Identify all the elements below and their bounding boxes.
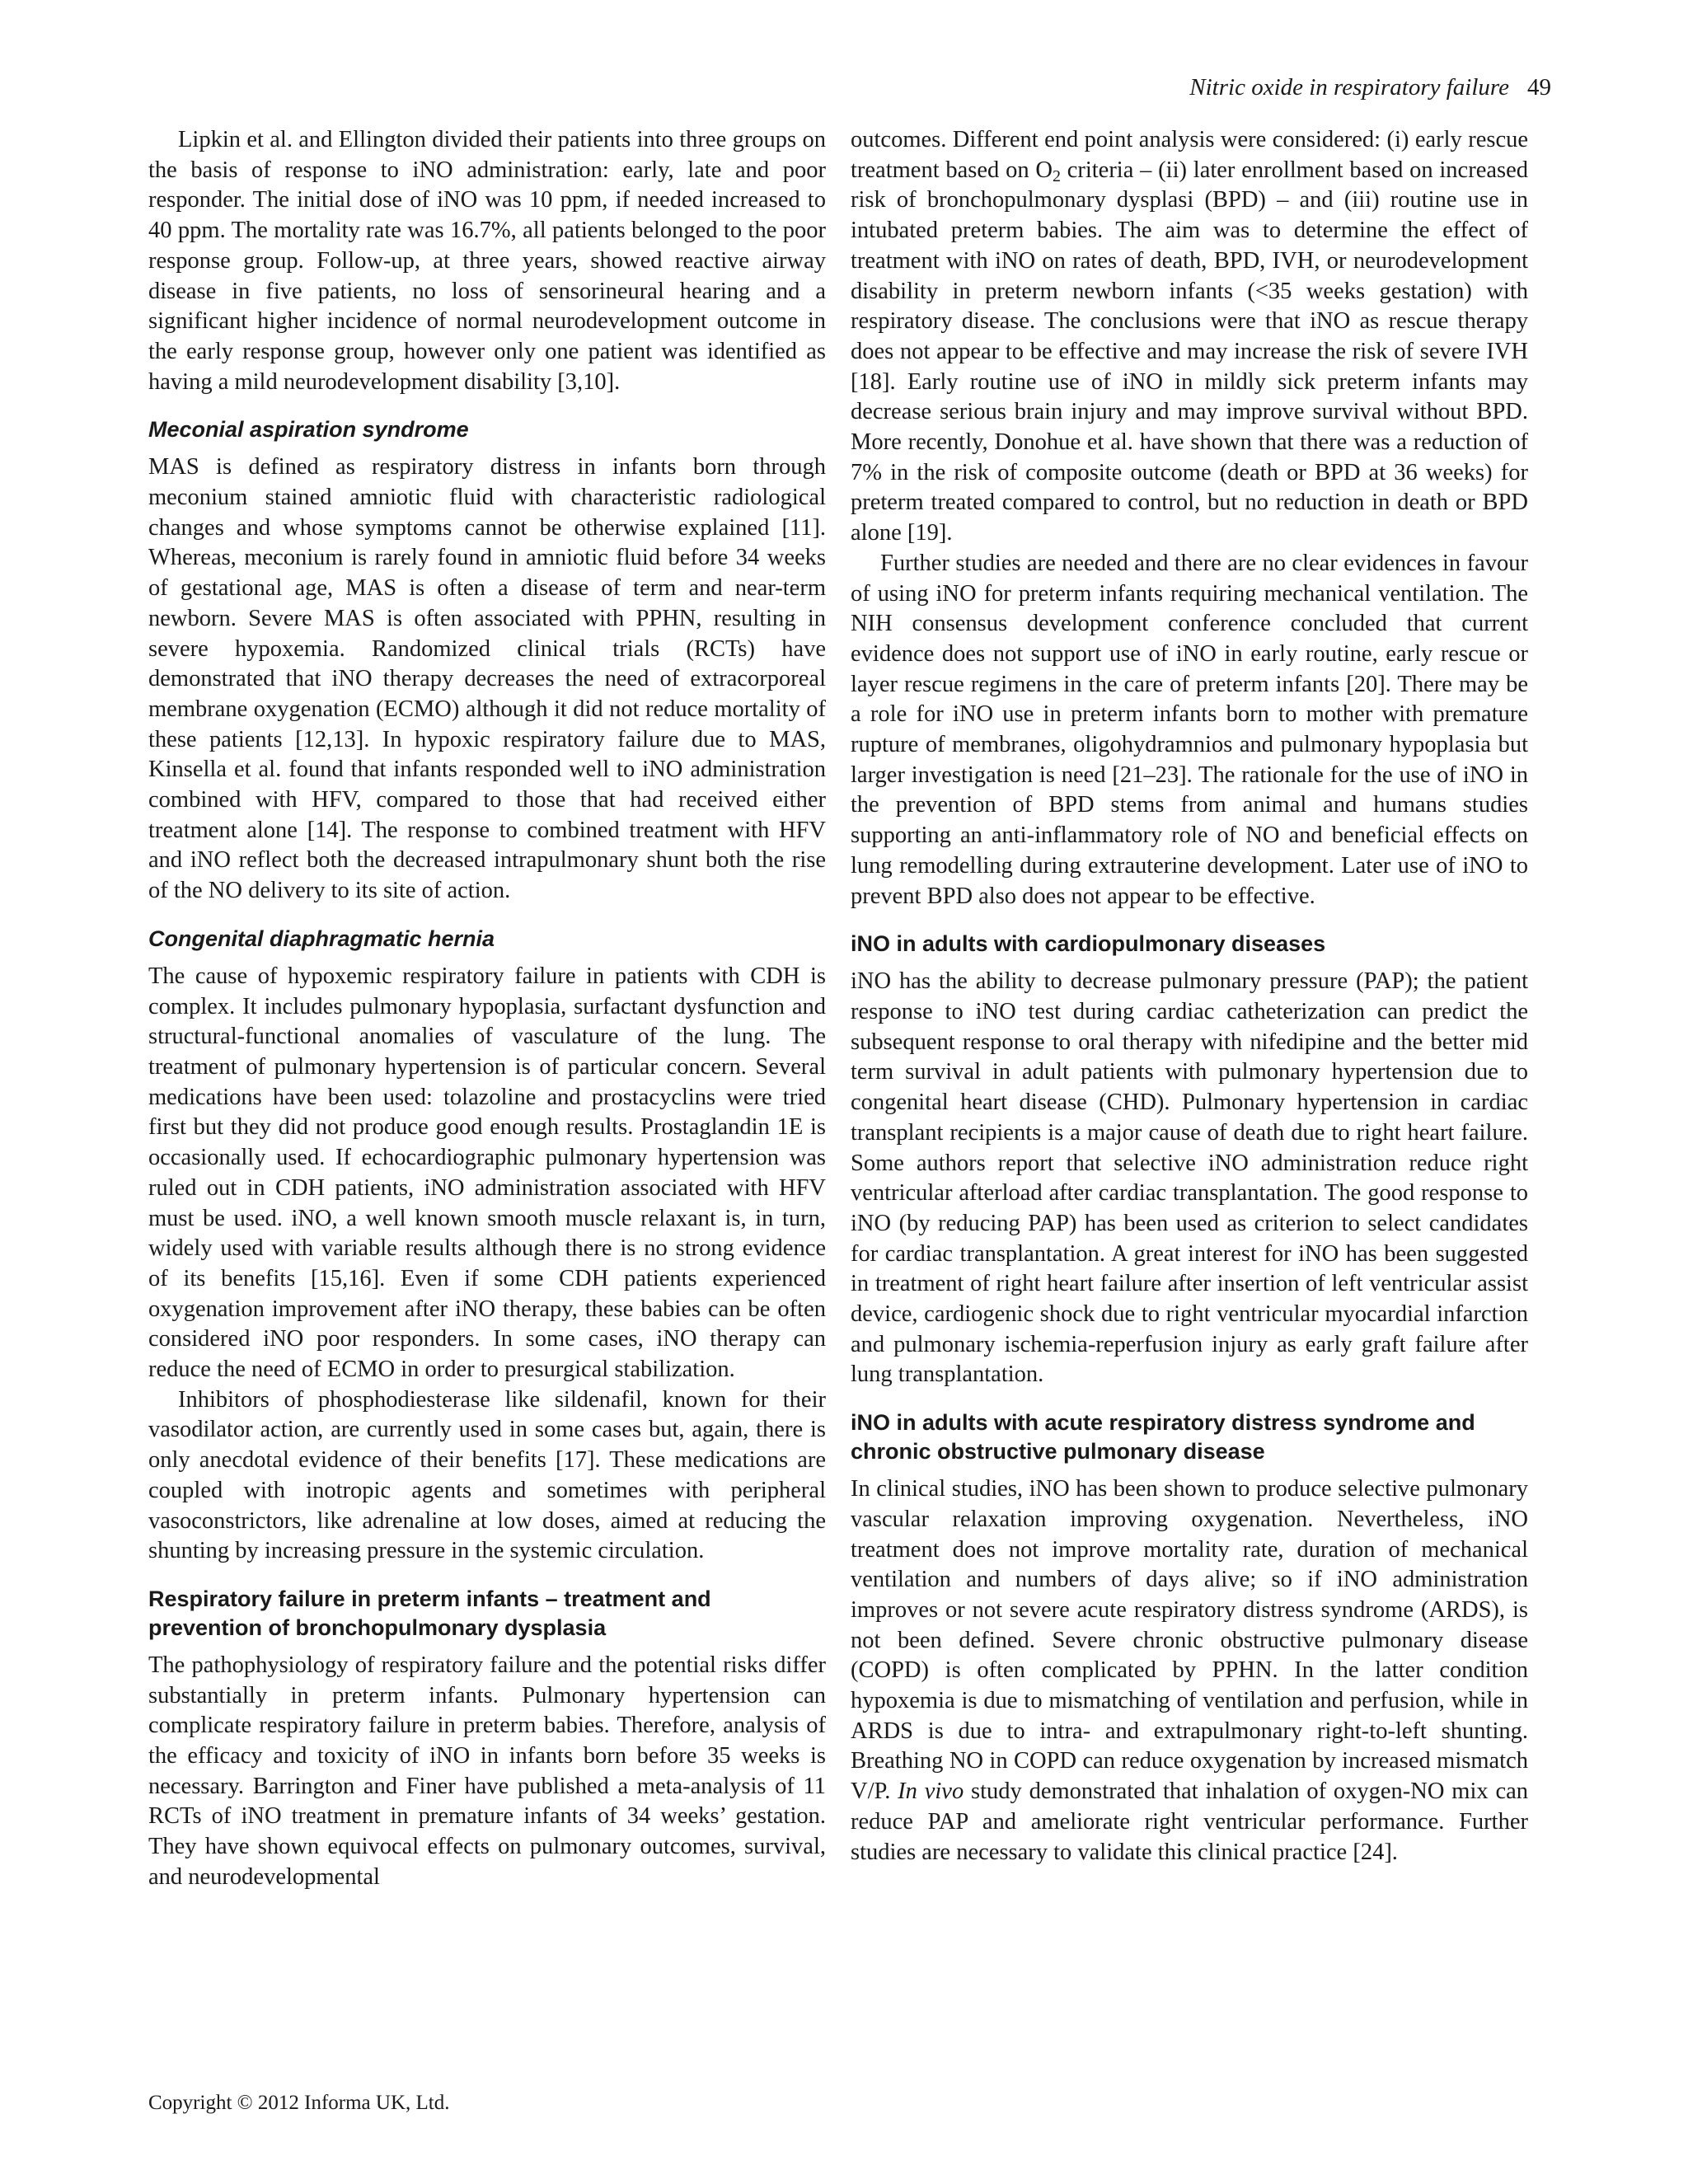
copyright-footer: Copyright © 2012 Informa UK, Ltd. [148,2092,450,2114]
paragraph-cardiopulmonary: iNO has the ability to decrease pulmonary pressure (PAP); the patient response to iNO test during cardiac catheterization can predict the subsequent response to oral therapy with nifedipine and the better mid term survival in adult patients with pulmonary hypertension due to congenital heart disease (CHD). Pulmonary hypertension in cardiac transplant recipients is a major cause of death due to right heart failure. Some authors report that selective iNO administration reduce right ventricular afterload after cardiac transplantation. The good response to iNO (by reducing PAP) has been used as criterion to select candidates for cardiac transplantation. A great interest for iNO has been suggested in treatment of right heart failure after insertion of left ventricular assist device, cardiogenic shock due to right ventricular myocardial infarction and pulmonary ischemia-reperfusion injury as early graft failure after lung transplantation. [851,968,1528,1388]
running-head [1189,74,1551,101]
ards-text-b: study demonstrated that inhalation of oxygen-NO mix can reduce PAP and ameliorate right ventricular performance. Further studies are necessary to validate this clinical practice [24]. [851,1779,1528,1865]
oxygen-subscript: 2 [1052,166,1061,185]
paragraph-further-studies: Further studies are needed and there are no clear evidences in favour of using iNO for preterm infants requiring mechanical ventilation. The NIH consensus development conference concluded that current evidence does not support use of iNO in early routine, early rescue or layer rescue regimens in the care of preterm infants [20]. There may be a role for iNO use in preterm infants born to mother with premature rupture of membranes, oligohydramnios and pulmonary hypoplasia but larger investigation is need [21–23]. The rationale for the use of iNO in the prevention of BPD stems from animal and humans studies supporting an anti-inflammatory role of NO and beneficial effects on lung remodelling during extrauterine development. Later use of iNO to prevent BPD also does not appear to be effective. [851,550,1528,909]
paragraph-ards [851,1474,1528,1868]
paragraph-mas: MAS is defined as respiratory distress in infants born through meconium stained amniotic fluid with characteristic radiological changes and whose symptoms cannot be otherwise explained [11]. Whereas, meconium is rarely found in amniotic fluid before 34 weeks of gestational age, MAS is often a disease of term and near-term newborn. Severe MAS is often associated with PPHN, resulting in severe hypoxemia. Randomized clinical trials (RCTs) have demonstrated that iNO therapy decreases the need of extracorporeal membrane oxygenation (ECMO) although it did not reduce mortality of these patients [12,13]. In hypoxic respiratory failure due to MAS, Kinsella et al. found that infants responded well to iNO administration combined with HFV, compared to those that had received either treatment alone [14]. The response to combined treatment with HFV and iNO reflect both the decreased intrapulmonary shunt both the rise of the NO delivery to its site of action. [148,454,826,904]
right-column [851,125,1528,1868]
paragraph-inhibitors: Inhibitors of phosphodiesterase like sildenafil, known for their vasodilator action, are currently used in some cases but, again, there is only anecdotal evidence of their benefits [17]. These medications are coupled with inotropic agents and sometimes with peripheral vasoconstrictors, like adrenaline at low doses, aimed at reducing the shunting by increasing pressure in the systemic circulation. [148,1386,826,1564]
ards-text-a: In clinical studies, iNO has been shown to produce selective pulmonary vascular relaxation improving oxygenation. Nevertheless, iNO treatment does not improve mortality rate, duration of mechanical ventilation and numbers of days alive; so if iNO administration improves or not severe acute respiratory distress syndrome (ARDS), is not been defined. Severe chronic obstructive pulmonary disease (COPD) is often complicated by PPHN. In the latter condition hypoxemia is due to mismatching of ventilation and perfusion, while in ARDS is due to intra- and extrapulmonary right-to-left shunting. Breathing NO in COPD can reduce oxygenation by increased mismatch V/P. [851,1476,1528,1805]
paragraph-outcomes [851,125,1528,549]
paragraph-preterm: The pathophysiology of respiratory failure and the potential risks differ substantially in preterm infants. Pulmonary hypertension can complicate respiratory failure in preterm babies. Therefore, analysis of the efficacy and toxicity of iNO in infants born before 35 weeks is necessary. Barrington and Finer have published a meta-analysis of 11 RCTs of iNO treatment in premature infants of 34 weeks’ gestation. They have shown equivocal effects on pulmonary outcomes, survival, and neurodevelopmental [148,1652,826,1890]
paragraph-cdh: The cause of hypoxemic respiratory failure in patients with CDH is complex. It includes pulmonary hypoplasia, surfactant dysfunction and structural-functional anomalies of vasculature of the lung. The treatment of pulmonary hypertension is of particular concern. Several medications have been used: tolazoline and prostacyclins were tried first but they did not produce good enough results. Prostaglandin 1E is occasionally used. If echocardiographic pulmonary hypertension was ruled out in CDH patients, iNO administration associated with HFV must be used. iNO, a well known smooth muscle relaxant is, in turn, widely used with variable results although there is no strong evidence of its benefits [15,16]. Even if some CDH patients experienced oxygenation improvement after iNO therapy, these babies can be often considered iNO poor responders. In some cases, iNO therapy can reduce the need of ECMO in order to presurgical stabilization. [148,963,826,1383]
heading-preterm-infants: Respiratory failure in preterm infants – treatment and prevention of bronchopulmonary dysplasia [148,1586,711,1640]
heading-congenital-hernia: Congenital diaphragmatic hernia [148,926,495,951]
outcomes-text-b: criteria – (ii) later enrollment based on increased risk of bronchopulmonary dysplasi (BPD) – and (iii) routine use in intubated preterm babies. The aim was to determine the effect of treatment with iNO on rates of death, BPD, IVH, or neurodevelopment disability in preterm newborn infants (<35 weeks gestation) with respiratory disease. The conclusions were that iNO as rescue therapy does not appear to be effective and may increase the risk of severe IVH [18]. Early routine use of iNO in mildly sick preterm infants may decrease serious brain injury and may improve survival without BPD. More recently, Donohue et al. have shown that there was a reduction of 7% in the risk of composite outcome (death or BPD at 36 weeks) for preterm treated compared to control, but no reduction in death or BPD alone [19]. [851,157,1528,546]
running-title: Nitric oxide in respiratory failure [1189,74,1509,101]
heading-meconial-aspiration: Meconial aspiration syndrome [148,417,469,443]
page-number: 49 [1527,74,1551,101]
heading-ards-copd: iNO in adults with acute respiratory distress syndrome and chronic obstructive pulmonary disease [851,1410,1475,1465]
left-column [148,125,826,1893]
in-vivo-italic: In vivo [898,1779,964,1805]
outcomes-text-a: outcomes. Different end point analysis were considered: (i) early rescue treatment based on O [851,127,1528,183]
heading-cardiopulmonary: iNO in adults with cardiopulmonary diseases [851,931,1326,957]
paragraph-lipkin: Lipkin et al. and Ellington divided their patients into three groups on the basis of response to iNO administration: early, late and poor responder. The initial dose of iNO was 10 ppm, if needed increased to 40 ppm. The mortality rate was 16.7%, all patients belonged to the poor response group. Follow-up, at three years, showed reactive airway disease in five patients, no loss of sensorineural hearing and a significant higher incidence of normal neurodevelopment outcome in the early response group, however only one patient was identified as having a mild neurodevelopment disability [3,10]. [148,127,826,395]
